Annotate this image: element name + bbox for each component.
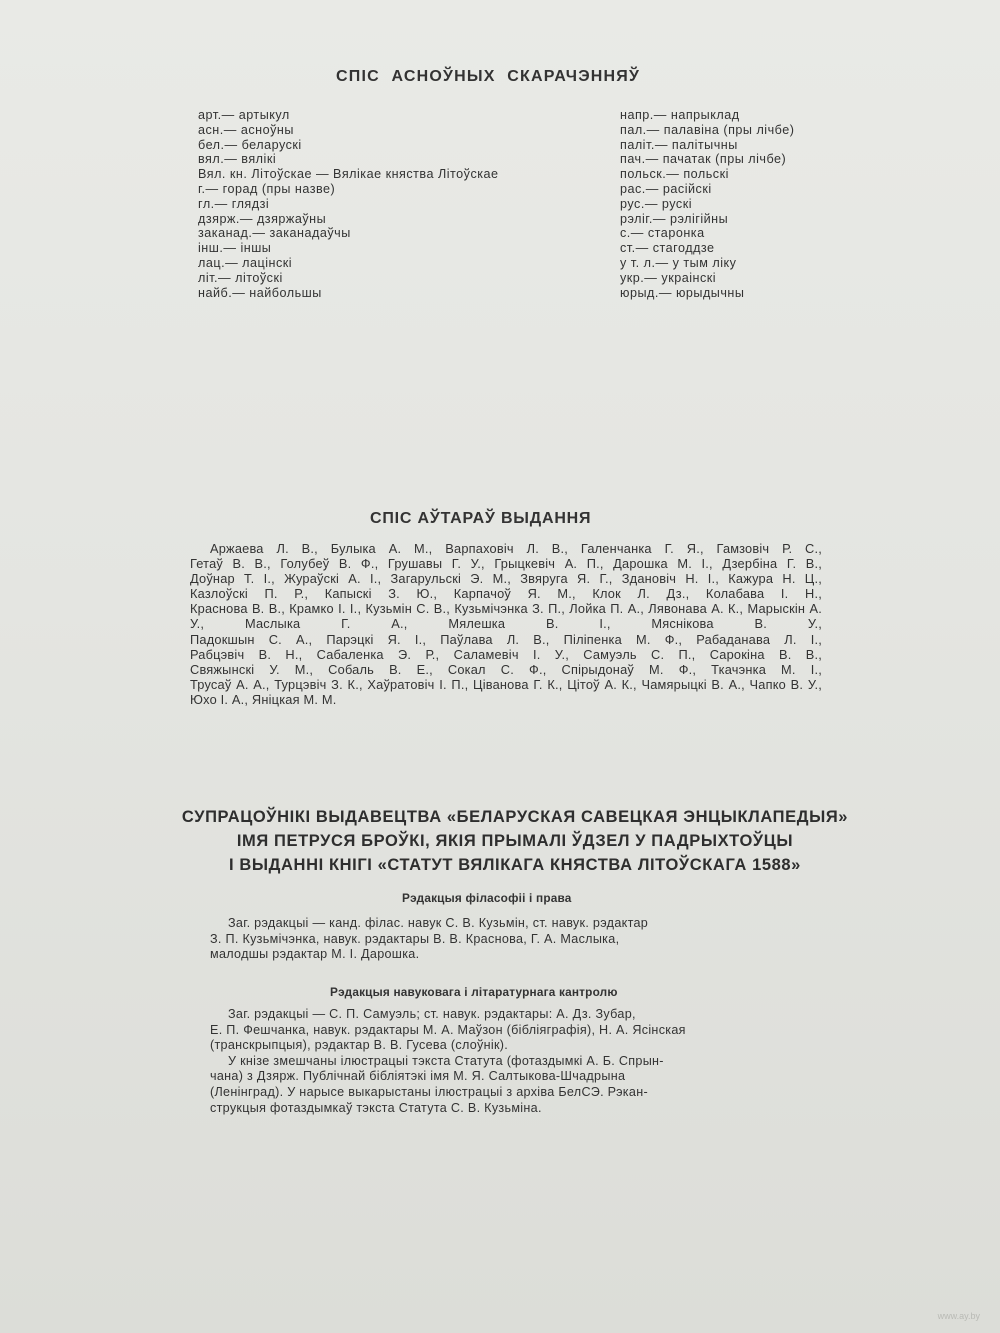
abbreviation-item: пал.— палавіна (пры лічбе) [620, 122, 795, 137]
paragraph-line: малодшы рэдактар М. І. Дарошка. [210, 947, 420, 962]
paragraph-line: У кнізе змешчаны ілюстрацыі тэкста Статута (фотаздымкі А. Б. Спрын- [228, 1053, 664, 1068]
authors-line: Доўнар Т. І., Жураўскі А. І., Загарульскі Э. М., Звяруга Я. Г., Здановіч Н. І., Кажура Н. Ц., [190, 571, 822, 587]
abbreviation-item: пач.— пачатак (пры лічбе) [620, 152, 787, 167]
authors-line: Свяжынскі У. М., Собаль В. Е., Сокал С. Ф., Спірыдонаў М. Ф., Ткачэнка М. І., [190, 661, 822, 677]
authors-line: Краснова В. В., Крамко І. І., Кузьмін С. В., Кузьмічэнка З. П., Лойка П. А., Лявонава А. К., Марыскін А. У., Маслыка Г. А., Мялешка В. І., Мяснікова В. У., [190, 601, 822, 632]
paragraph-line: Е. П. Фешчанка, навук. рэдактары М. А. Маўзон (бібліяграфія), Н. А. Ясінская [210, 1022, 686, 1037]
abbreviation-item: напр.— напрыклад [620, 108, 740, 122]
authors-line: Казлоўскі П. Р., Капыскі З. Ю., Карпачоў Я. М., Клок Л. Дз., Колабава І. Н., [190, 586, 822, 602]
abbreviation-item: у т. л.— у тым ліку [620, 255, 737, 270]
abbreviations-list-right [620, 108, 794, 300]
abbreviation-item: літ.— літоўскі [198, 270, 283, 285]
watermark: www.ay.by [937, 1311, 980, 1321]
paragraph-line: струкцыя фотаздымкаў тэкста Статута С. В. Кузьміна. [210, 1100, 542, 1115]
authors-list [190, 541, 822, 707]
staff-heading-line: І ВЫДАННІ КНІГІ «СТАТУТ ВЯЛІКАГА КНЯСТВА ЛІТОЎСКАГА 1588» [229, 856, 801, 874]
abbreviation-item: польск.— польскі [620, 167, 729, 182]
authors-line: Гетаў В. В., Голубеў В. Ф., Грушавы Г. У., Грыцкевіч А. П., Дарошка М. І., Дзербіна Г. В., [190, 556, 822, 572]
abbreviation-item: арт.— артыкул [198, 108, 290, 122]
abbreviations-title: СПІС АСНОЎНЫХ СКАРАЧЭННЯЎ [336, 68, 641, 85]
authors-line: Аржаева Л. В., Булыка А. М., Варпаховіч Л. В., Галенчанка Г. Я., Гамзовіч Р. С., [210, 541, 822, 556]
abbreviation-item: рэліг.— рэлігійны [620, 211, 729, 226]
section-title-scientific-control: Рэдакцыя навуковага і літаратурнага кантролю [330, 985, 618, 999]
paragraph-line: Заг. рэдакцыі — канд. філас. навук С. В. Кузьмін, ст. навук. рэдактар [228, 916, 649, 930]
abbreviation-item: асн.— асноўны [198, 122, 294, 137]
section-scientific-control-text [210, 1007, 686, 1116]
abbreviation-item: рас.— расійскі [620, 181, 712, 196]
abbreviation-item: г.— горад (пры назве) [198, 181, 336, 196]
abbreviation-item: ст.— стагоддзе [620, 241, 715, 256]
authors-title: СПІС АЎТАРАЎ ВЫДАННЯ [370, 510, 592, 527]
paragraph-line: (транскрыпцыя), рэдактар В. В. Гусева (слоўнік). [210, 1038, 509, 1053]
abbreviation-item: рус.— рускі [620, 196, 693, 211]
staff-heading [110, 805, 920, 877]
abbreviation-item: лац.— лацінскі [198, 255, 293, 270]
abbreviation-item: дзярж.— дзяржаўны [198, 211, 327, 226]
section-title-philosophy-law: Рэдакцыя філасофіі і права [402, 891, 572, 905]
abbreviation-item: найб.— найбольшы [198, 285, 322, 300]
staff-heading-line: ІМЯ ПЕТРУСЯ БРОЎКІ, ЯКІЯ ПРЫМАЛІ ЎДЗЕЛ У ПАДРЫХТОЎЦЫ [236, 832, 794, 850]
abbreviation-item: с.— старонка [620, 226, 705, 241]
authors-line: Падокшын С. А., Парэцкі Я. І., Паўлава Л. В., Піліпенка М. Ф., Рабаданава Л. І., [190, 631, 822, 647]
paragraph-line: Заг. рэдакцыі — С. П. Самуэль; ст. навук. рэдактары: А. Дз. Зубар, [228, 1007, 636, 1021]
paragraph-line: (Ленінград). У нарысе выкарыстаны ілюстрацыі з архіва БелСЭ. Рэкан- [210, 1084, 648, 1099]
abbreviation-item: вял.— вялікі [198, 152, 277, 167]
staff-heading-line: СУПРАЦОЎНІКІ ВЫДАВЕЦТВА «БЕЛАРУСКАЯ САВЕЦКАЯ ЭНЦЫКЛАПЕДЫЯ» [181, 808, 849, 826]
abbreviations-list-left [198, 108, 499, 300]
abbreviation-item: укр.— украінскі [620, 270, 717, 285]
abbreviation-item: бел.— беларускі [198, 137, 302, 152]
abbreviation-item: паліт.— палітычны [620, 137, 738, 152]
authors-line: Рабцэвіч В. Н., Сабаленка Э. Р., Саламевіч І. У., Самуэль С. П., Сарокіна В. В., [190, 646, 822, 662]
section-philosophy-law-text [210, 916, 648, 963]
authors-line: Трусаў А. А., Турцэвіч З. К., Хаўратовіч І. П., Ціванова Г. К., Цітоў А. К., Чамярыцкі В. А., Чапко В. У., Юхо І. А., Яніцкая М. М. [190, 676, 822, 707]
abbreviation-item: юрыд.— юрыдычны [620, 285, 745, 300]
abbreviation-item: Вял. кн. Літоўскае — Вялікае княства Літоўскае [198, 167, 499, 182]
abbreviation-item: гл.— глядзі [198, 196, 270, 211]
paragraph-line: чана) з Дзярж. Публічнай бібліятэкі імя М. Я. Салтыкова-Шчадрына [210, 1069, 626, 1084]
paragraph-line: З. П. Кузьмічэнка, навук. рэдактары В. В. Краснова, Г. А. Маслыка, [210, 931, 620, 946]
abbreviation-item: інш.— іншы [198, 241, 272, 256]
abbreviation-item: заканад.— заканадаўчы [198, 226, 351, 241]
